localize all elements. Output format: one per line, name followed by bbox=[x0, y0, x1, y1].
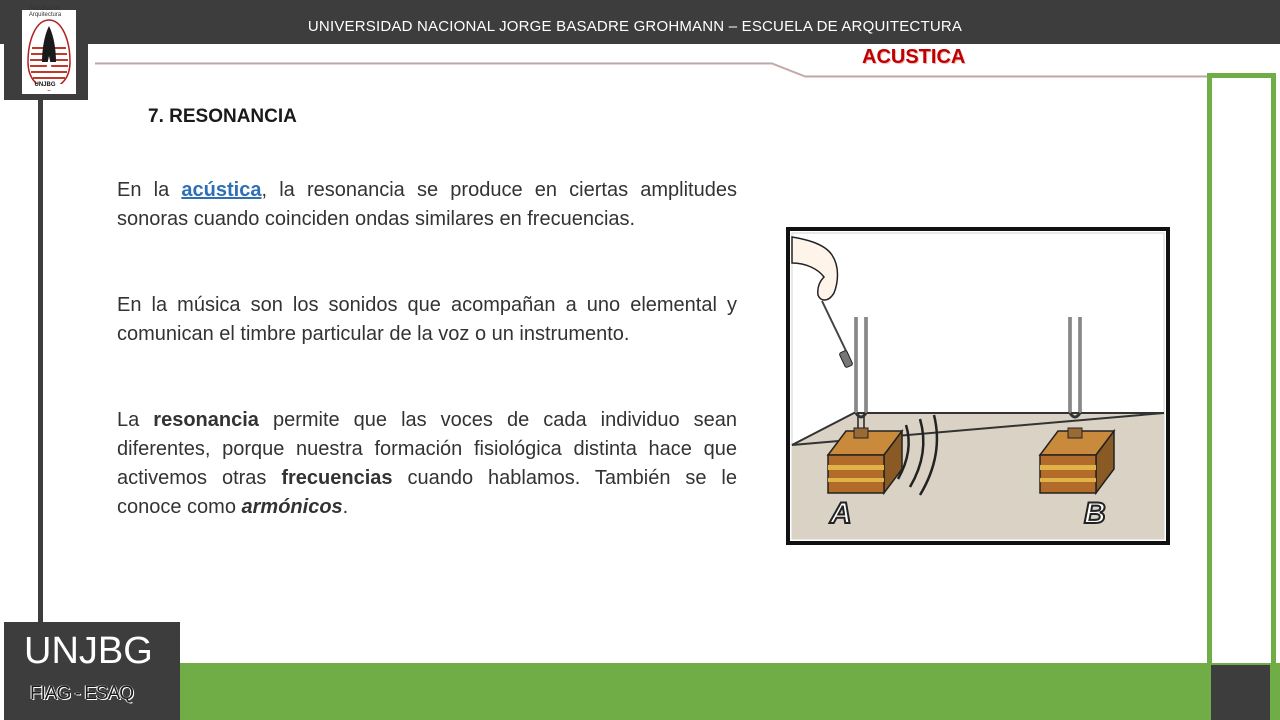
logo-caption: Facultad de Arquitectura bbox=[28, 6, 62, 18]
p3-text-1: La bbox=[117, 409, 154, 431]
frecuencias-bold: frecuencias bbox=[281, 467, 393, 489]
p3-text-3: cuando hablamos. También se le conoce como bbox=[117, 467, 737, 518]
footer-brand: UNJBG bbox=[24, 630, 153, 672]
label-b: B bbox=[1084, 497, 1106, 530]
logo-bottom-label: UNJBG bbox=[34, 82, 56, 88]
p3-text-2: permite que las voces de cada individuo sean diferentes, porque nuestra formación fisiológica distinta hace que activemos otras bbox=[117, 409, 737, 489]
footer-subbrand: FIAG - ESAQ bbox=[30, 683, 134, 704]
paragraph-resonance bbox=[117, 406, 737, 522]
p3-text-4: . bbox=[342, 496, 349, 518]
paragraph-music: En la música son los sonidos que acompañan a uno elemental y comunican el timbre particular de la voz o un instrumento. bbox=[117, 294, 737, 345]
armonicos-bold-italic: armónicos bbox=[241, 496, 343, 518]
footer-dark-block bbox=[1211, 665, 1270, 720]
label-a: A bbox=[830, 497, 852, 530]
institution-title: UNIVERSIDAD NACIONAL JORGE BASADRE GROHMANN – ESCUELA DE ARQUITECTURA bbox=[307, 18, 963, 35]
footer-green-bar bbox=[180, 663, 1280, 720]
resonance-illustration bbox=[784, 225, 1172, 547]
subject-title: ACUSTICA bbox=[862, 46, 966, 68]
left-vertical-rule bbox=[38, 100, 43, 625]
acustica-link[interactable]: acústica bbox=[181, 179, 262, 201]
paragraph-acoustics bbox=[117, 176, 737, 234]
right-green-frame bbox=[1207, 73, 1276, 678]
header-divider-lines bbox=[0, 0, 1280, 90]
p1-text-start: En la bbox=[117, 179, 182, 201]
p1-text-end: , la resonancia se produce en ciertas amplitudes sonoras cuando coinciden ondas similares en frecuencias. bbox=[117, 179, 737, 230]
section-title: 7. RESONANCIA bbox=[148, 106, 297, 127]
resonancia-bold: resonancia bbox=[153, 409, 259, 431]
